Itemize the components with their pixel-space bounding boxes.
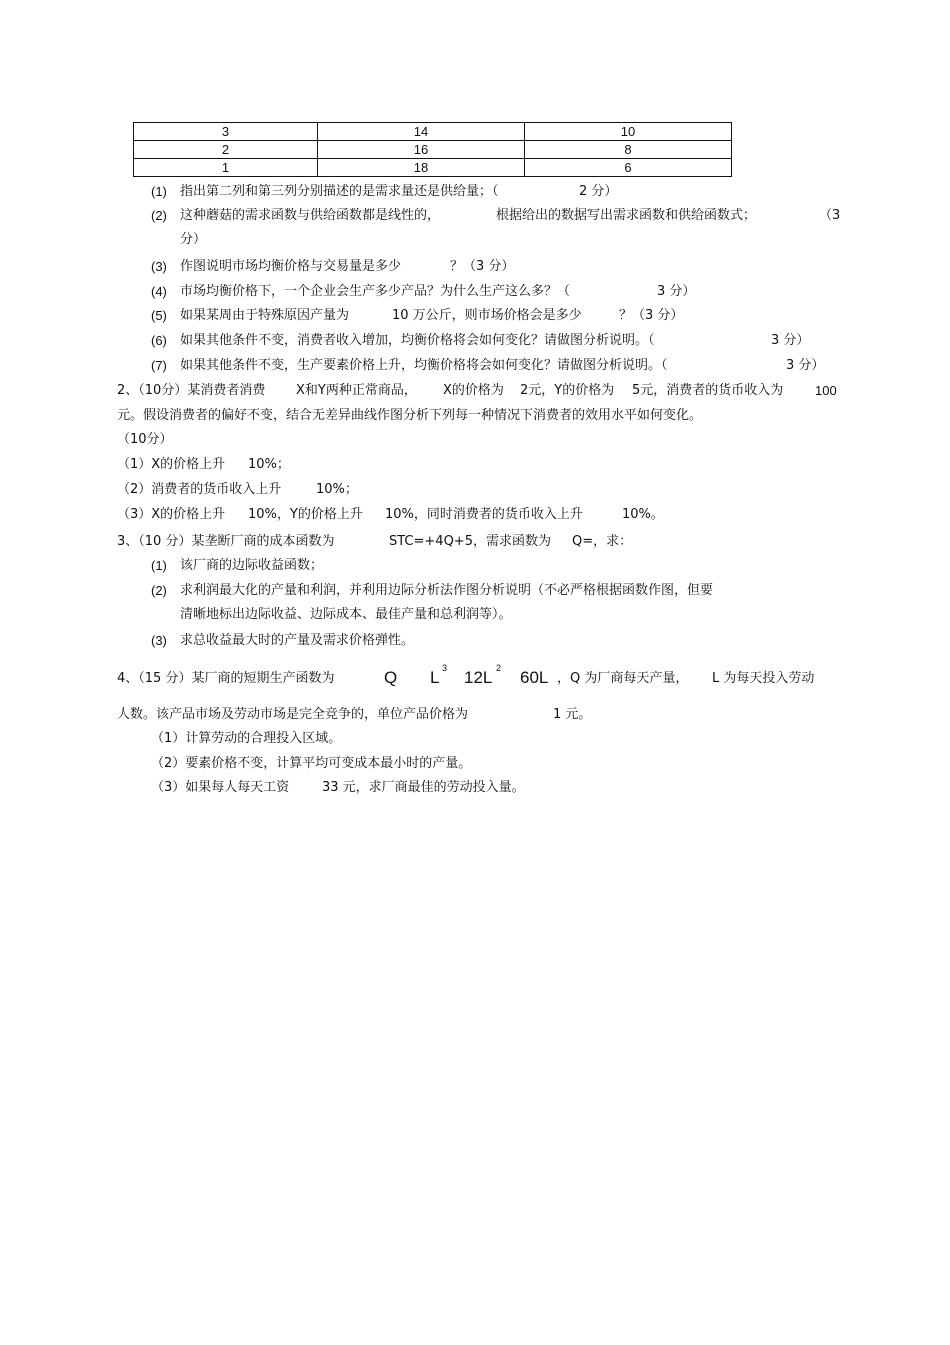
- item-text-cont: 分）: [180, 232, 207, 247]
- item-number: (5): [151, 308, 167, 323]
- item-text: 求总收益最大时的产量及需求价格弹性。: [180, 633, 415, 648]
- table-cell: 16: [318, 141, 525, 159]
- item-number: (3): [151, 259, 167, 274]
- table-row: [134, 141, 732, 159]
- item-text: 如果某周由于特殊原因产量为: [180, 308, 350, 323]
- table-cell: 14: [318, 123, 525, 141]
- q2-text: 2元，Y的价格为: [520, 383, 615, 398]
- formula-term: 60L: [520, 668, 549, 687]
- item-number: (4): [151, 284, 167, 299]
- q3-text: 3、（10 分）某垄断厂商的成本函数为: [117, 534, 335, 549]
- item-score: （3: [819, 208, 841, 223]
- q2-text: 5元，消费者的货币收入为: [632, 383, 784, 398]
- q2-subitem: 10%，Y的价格上升: [248, 507, 363, 522]
- q4-subitem: 33 元，求厂商最佳的劳动投入量。: [322, 780, 525, 795]
- q2-text: （10分）: [117, 432, 173, 447]
- table-cell: 6: [525, 159, 732, 177]
- q2-subitem: 10%；: [248, 457, 290, 472]
- q2-subitem: 10%。: [622, 507, 664, 522]
- table-cell: 2: [134, 141, 318, 159]
- item-number: (1): [151, 558, 167, 573]
- data-table: [133, 122, 732, 177]
- q2-subitem: （1）X的价格上升: [117, 457, 226, 472]
- item-text: 如果其他条件不变，消费者收入增加，均衡价格将会如何变化？请做图分析说明。（: [180, 333, 655, 348]
- formula-q: Q: [384, 668, 398, 687]
- q2-text: X和Y两种正常商品，: [296, 383, 417, 398]
- item-text: 指出第二列和第三列分别描述的是需求量还是供给量；（: [180, 184, 499, 199]
- item-score: 3 分）: [657, 284, 696, 299]
- item-text: 10 万公斤，则市场价格会是多少: [392, 308, 582, 323]
- table-cell: 8: [525, 141, 732, 159]
- q2-subitem: （3）X的价格上升: [117, 507, 226, 522]
- item-number: (7): [151, 358, 167, 373]
- q4-text: 人数。该产品市场及劳动市场是完全竞争的，单位产品价格为: [117, 707, 469, 722]
- formula-term: 12L: [464, 668, 493, 687]
- item-score: ？（3 分）: [450, 259, 515, 274]
- table-row: [134, 159, 732, 177]
- item-score: 3 分）: [771, 333, 810, 348]
- q2-text: 元。假设消费者的偏好不变，结合无差异曲线作图分析下列每一种情况下消费者的效用水平如何变化。: [117, 408, 703, 423]
- item-text: 这种蘑菇的需求函数与供给函数都是线性的，: [180, 208, 441, 223]
- item-text: 如果其他条件不变，生产要素价格上升，均衡价格将会如何变化？请做图分析说明。（: [180, 358, 668, 373]
- item-text-cont: 清晰地标出边际收益、边际成本、最佳产量和总利润等）。: [180, 607, 512, 622]
- formula-exponent: 3: [442, 663, 448, 673]
- table-row: [134, 123, 732, 141]
- q4-subitem: （1）计算劳动的合理投入区域。: [151, 731, 342, 746]
- item-text: 求利润最大化的产量和利润，并利用边际分析法作图分析说明（不必严格根据函数作图，但要: [180, 583, 714, 598]
- formula-exponent: 2: [496, 663, 502, 673]
- q2-subitem: （2）消费者的货币收入上升: [117, 482, 282, 497]
- q4-text: ，Q 为厂商每天产量，: [557, 671, 689, 686]
- item-score: ？（3 分）: [619, 308, 684, 323]
- q4-subitem: （2）要素价格不变，计算平均可变成本最小时的产量。: [151, 756, 472, 771]
- item-text: 该厂商的边际收益函数；: [180, 558, 324, 573]
- item-text: 作图说明市场均衡价格与交易量是多少: [180, 259, 402, 274]
- item-text: 根据给出的数据写出需求函数和供给函数式；: [496, 208, 757, 223]
- table-cell: 10: [525, 123, 732, 141]
- item-score: 3 分）: [786, 358, 825, 373]
- table-cell: 18: [318, 159, 525, 177]
- item-number: (3): [151, 633, 167, 648]
- item-number: (1): [151, 184, 167, 199]
- q2-subitem: 10%，同时消费者的货币收入上升: [385, 507, 583, 522]
- item-number: (6): [151, 333, 167, 348]
- q4-text: 4、（15 分）某厂商的短期生产函数为: [117, 671, 335, 686]
- item-number: (2): [151, 208, 167, 223]
- q2-subitem: 10%；: [316, 482, 358, 497]
- table-cell: 1: [134, 159, 318, 177]
- item-number: (2): [151, 583, 167, 598]
- q4-subitem: （3）如果每人每天工资: [151, 780, 290, 795]
- formula-l: L: [430, 668, 440, 687]
- q3-text: STC=+4Q+5，需求函数为: [389, 534, 551, 549]
- item-score: 2 分）: [579, 184, 618, 199]
- q2-text: 2、（10分）某消费者消费: [117, 383, 266, 398]
- q2-text: X的价格为: [443, 383, 504, 398]
- q3-text: Q=，求：: [572, 534, 633, 549]
- item-text: 市场均衡价格下，一个企业会生产多少产品？为什么生产这么多？（: [180, 284, 571, 299]
- q2-text: 100: [815, 383, 837, 398]
- q4-text: 1 元。: [553, 707, 592, 722]
- table-cell: 3: [134, 123, 318, 141]
- q4-text: L 为每天投入劳动: [712, 671, 815, 686]
